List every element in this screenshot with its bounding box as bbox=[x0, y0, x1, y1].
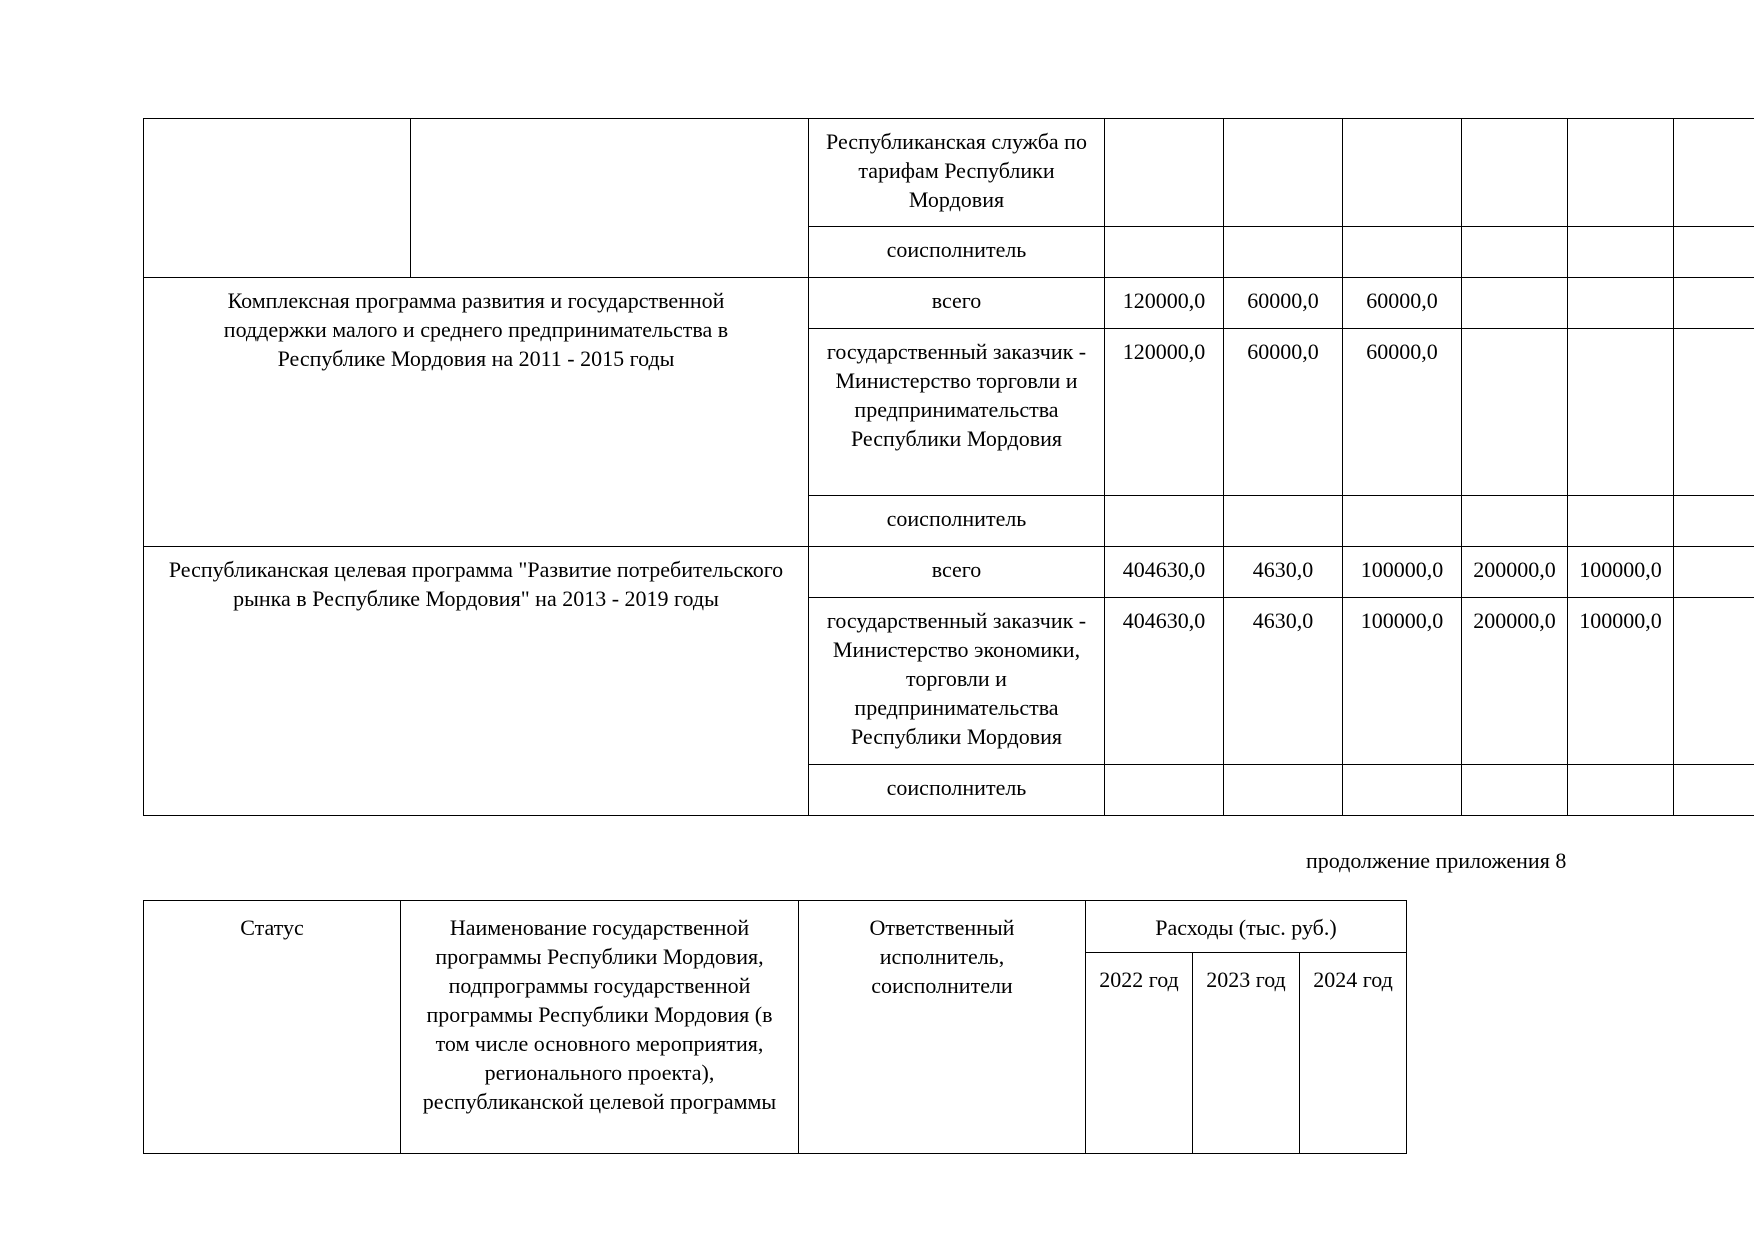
table-row bbox=[144, 119, 1754, 227]
value-cell bbox=[1674, 119, 1754, 227]
executor-cell: государственный заказчик - Министерство экономики, торговли и предпринимательства Республики Мордовия bbox=[809, 598, 1105, 765]
value-cell bbox=[1343, 227, 1462, 278]
expenses-header: Расходы (тыс. руб.) bbox=[1086, 901, 1407, 953]
year-header: 2024 год bbox=[1300, 953, 1407, 1154]
value-cell: 404630,0 bbox=[1105, 598, 1224, 765]
value-cell bbox=[1462, 329, 1568, 496]
value-cell: 60000,0 bbox=[1343, 278, 1462, 329]
value-cell: 100000,0 bbox=[1568, 547, 1674, 598]
value-cell bbox=[1343, 119, 1462, 227]
value-cell bbox=[1462, 227, 1568, 278]
value-cell bbox=[1674, 227, 1754, 278]
value-cell bbox=[1674, 598, 1754, 765]
executor-cell: соисполнитель bbox=[809, 227, 1105, 278]
executor-header: Ответственный исполнитель, соисполнители bbox=[799, 901, 1086, 1154]
value-cell bbox=[1224, 119, 1343, 227]
value-cell bbox=[1462, 496, 1568, 547]
value-cell bbox=[1674, 496, 1754, 547]
value-cell: 200000,0 bbox=[1462, 598, 1568, 765]
value-cell bbox=[1343, 765, 1462, 816]
expenses-table-continued bbox=[143, 118, 1754, 816]
value-cell bbox=[1568, 329, 1674, 496]
header-row bbox=[144, 901, 1407, 953]
value-cell bbox=[1462, 278, 1568, 329]
executor-cell: соисполнитель bbox=[809, 765, 1105, 816]
value-cell: 60000,0 bbox=[1343, 329, 1462, 496]
executor-cell: Республиканская служба по тарифам Республики Мордовия bbox=[809, 119, 1105, 227]
value-cell bbox=[1568, 496, 1674, 547]
executor-cell: государственный заказчик - Министерство торговли и предпринимательства Республики Мордовия bbox=[809, 329, 1105, 496]
expenses-table-header bbox=[143, 900, 1407, 1154]
value-cell bbox=[1224, 227, 1343, 278]
value-cell bbox=[1674, 547, 1754, 598]
executor-cell: всего bbox=[809, 547, 1105, 598]
value-cell bbox=[1568, 227, 1674, 278]
name-header: Наименование государственной программы Республики Мордовия, подпрограммы государственной программы Республики Мордовия (в том числе основного мероприятия, регионального проекта), республиканской целевой программы bbox=[401, 901, 799, 1154]
value-cell: 404630,0 bbox=[1105, 547, 1224, 598]
value-cell bbox=[1105, 119, 1224, 227]
value-cell bbox=[1568, 119, 1674, 227]
value-cell: 120000,0 bbox=[1105, 329, 1224, 496]
year-header: 2023 год bbox=[1193, 953, 1300, 1154]
status-header: Статус bbox=[144, 901, 401, 1154]
name-cell bbox=[411, 119, 809, 278]
value-cell bbox=[1568, 278, 1674, 329]
value-cell bbox=[1105, 227, 1224, 278]
program-title-cell: Республиканская целевая программа "Развитие потребительского рынка в Республике Мордовия" на 2013 - 2019 годы bbox=[144, 547, 809, 816]
value-cell bbox=[1105, 765, 1224, 816]
value-cell bbox=[1674, 278, 1754, 329]
value-cell bbox=[1568, 765, 1674, 816]
appendix-caption: продолжение приложения 8 bbox=[1306, 848, 1567, 873]
value-cell bbox=[1462, 119, 1568, 227]
value-cell bbox=[1343, 496, 1462, 547]
value-cell: 120000,0 bbox=[1105, 278, 1224, 329]
value-cell bbox=[1674, 329, 1754, 496]
value-cell bbox=[1224, 765, 1343, 816]
value-cell: 200000,0 bbox=[1462, 547, 1568, 598]
value-cell bbox=[1462, 765, 1568, 816]
value-cell: 4630,0 bbox=[1224, 598, 1343, 765]
executor-cell: всего bbox=[809, 278, 1105, 329]
table-row bbox=[144, 278, 1754, 329]
table-row bbox=[144, 547, 1754, 598]
year-header: 2022 год bbox=[1086, 953, 1193, 1154]
value-cell: 100000,0 bbox=[1343, 547, 1462, 598]
value-cell: 60000,0 bbox=[1224, 278, 1343, 329]
value-cell: 100000,0 bbox=[1343, 598, 1462, 765]
value-cell bbox=[1224, 496, 1343, 547]
value-cell: 100000,0 bbox=[1568, 598, 1674, 765]
program-title-cell: Комплексная программа развития и государственной поддержки малого и среднего предпринимательства в Республике Мордовия на 2011 - 2015 годы bbox=[144, 278, 809, 547]
value-cell bbox=[1105, 496, 1224, 547]
value-cell bbox=[1674, 765, 1754, 816]
value-cell: 4630,0 bbox=[1224, 547, 1343, 598]
executor-cell: соисполнитель bbox=[809, 496, 1105, 547]
value-cell: 60000,0 bbox=[1224, 329, 1343, 496]
status-cell bbox=[144, 119, 411, 278]
